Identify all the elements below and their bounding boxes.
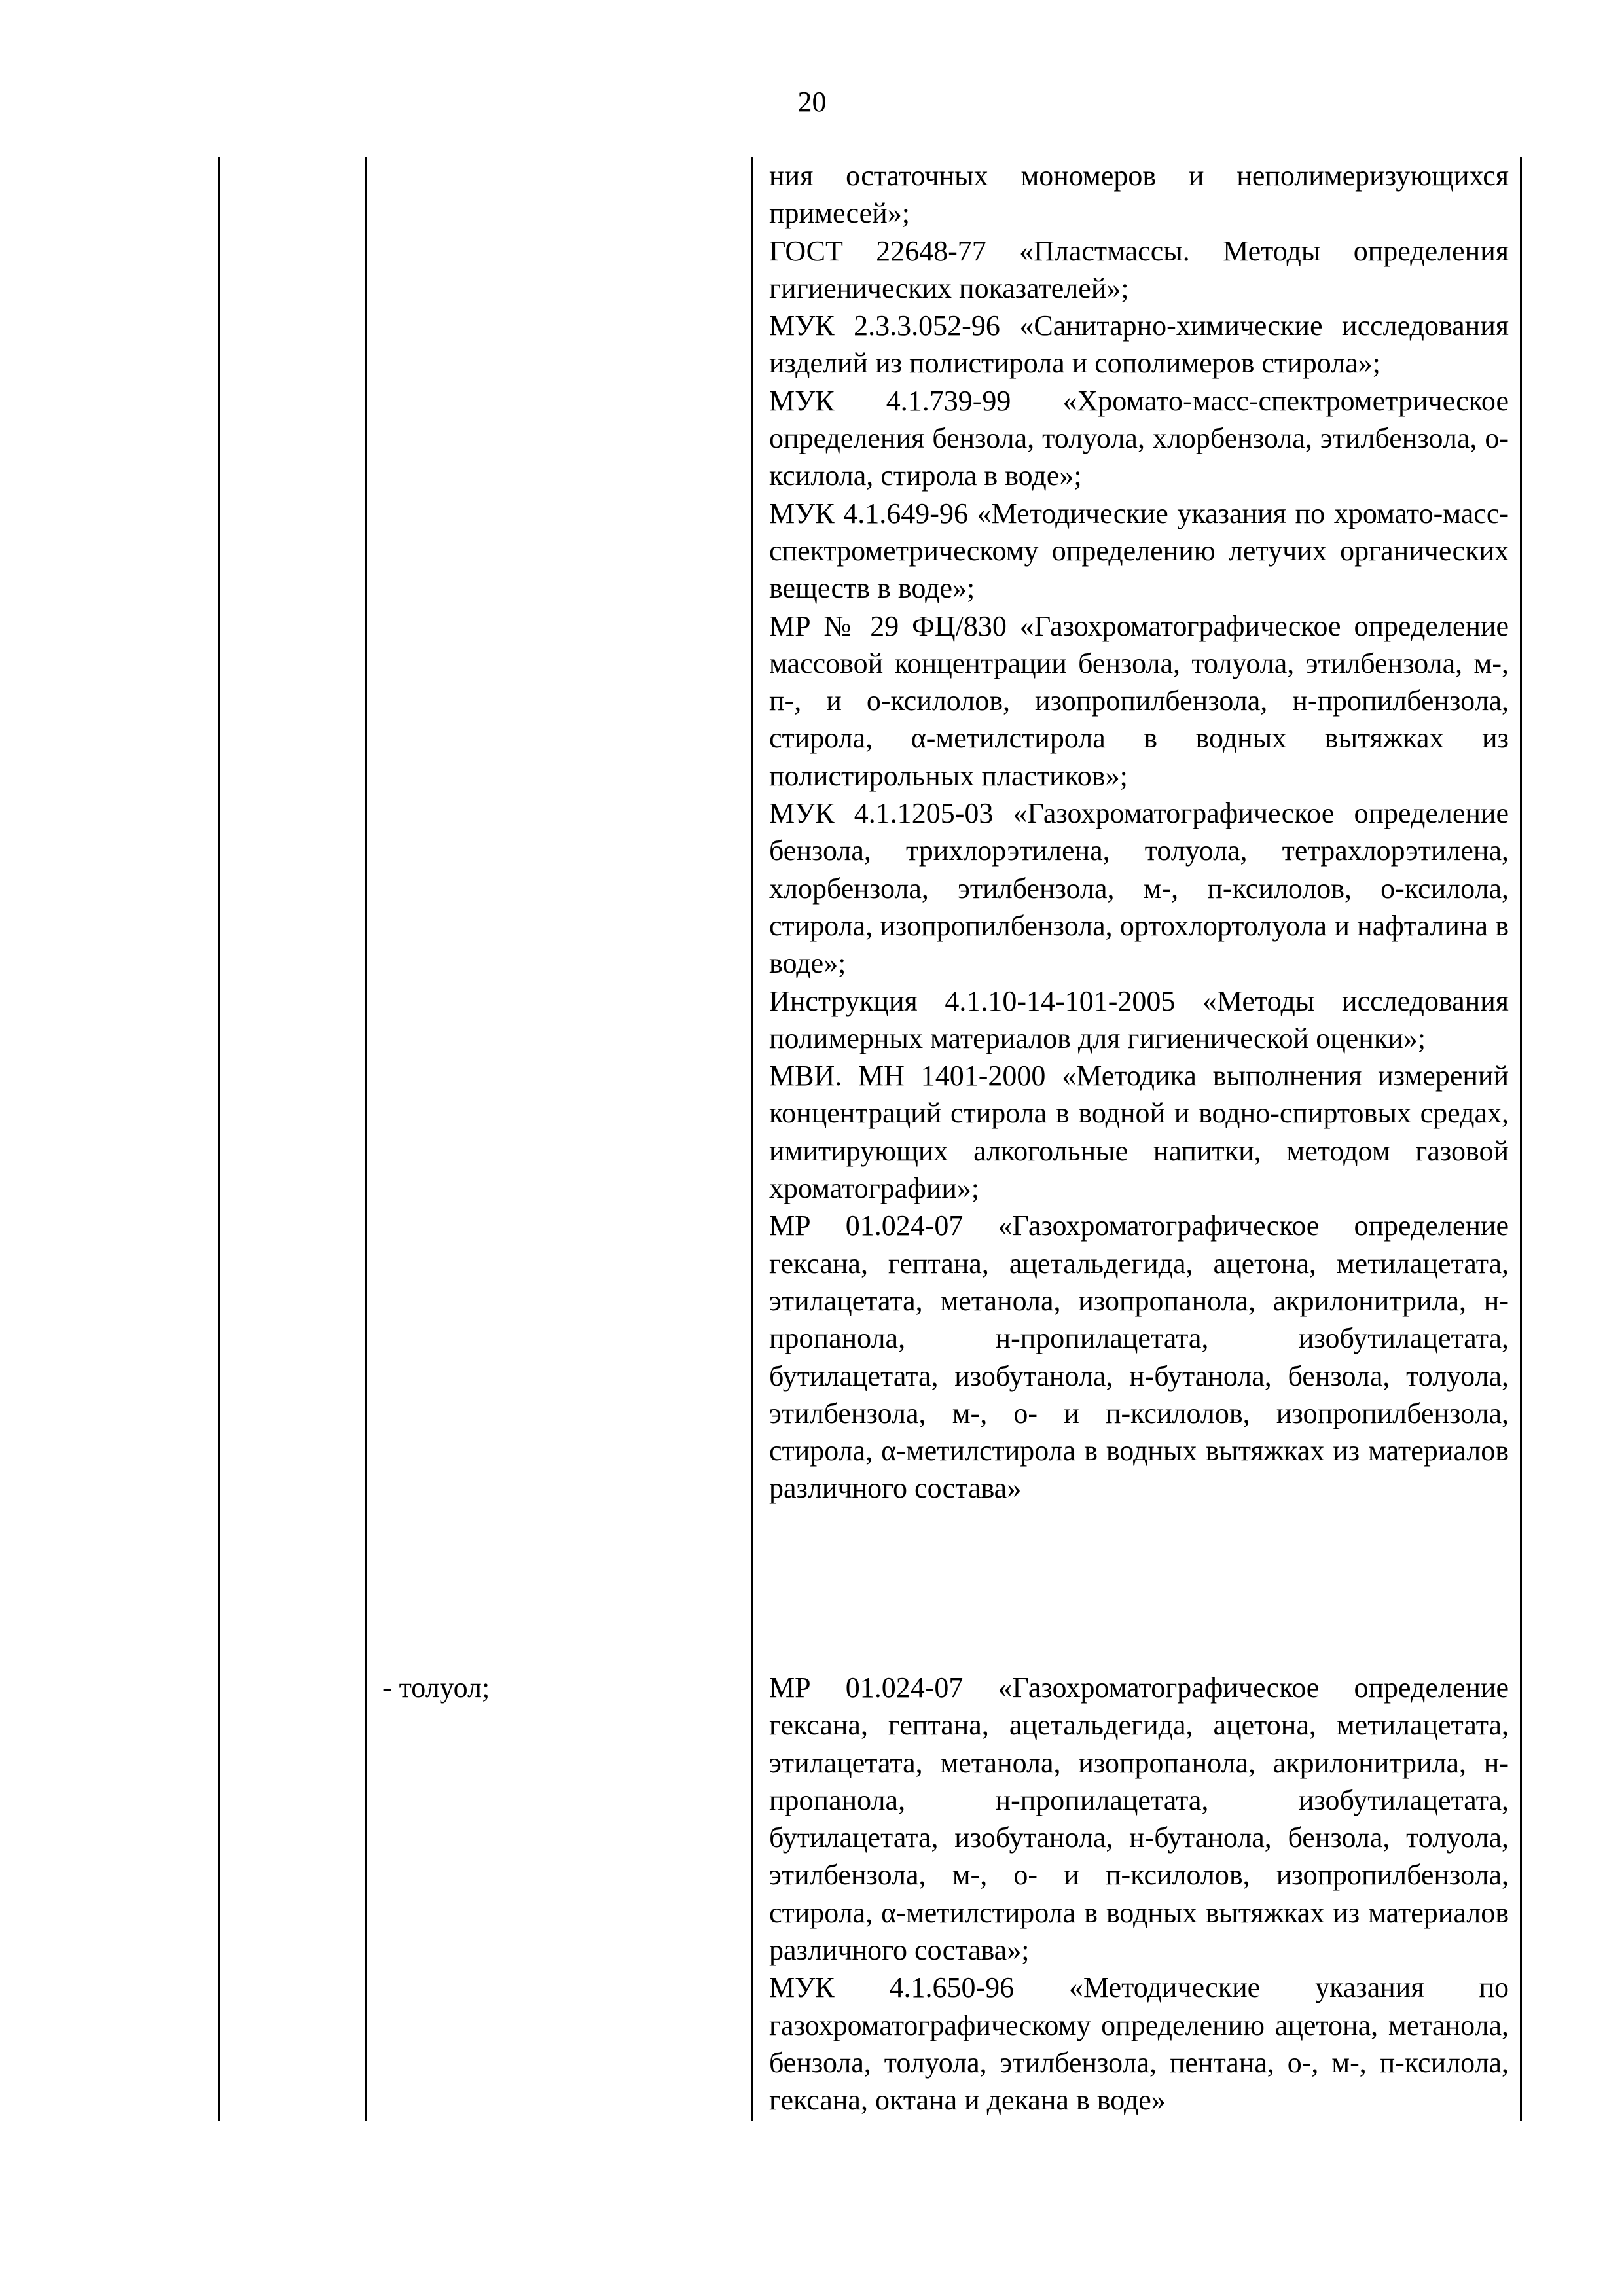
table-border-right [1520,157,1522,2121]
method-entry: МУК 4.1.739-99 «Хромато-масс-спектрометрическое определения бензола, толуола, хлорбензола, этилбензола, о-ксилола, стирола в воде»; [769,384,1509,492]
method-entry: Инструкция 4.1.10-14-101-2005 «Методы исследования полимерных материалов для гигиенической оценки»; [769,984,1509,1054]
method-entry: МУК 4.1.649-96 «Методические указания по хромато-масс-спектрометрическому определению летучих органических веществ в воде»; [769,497,1509,605]
method-entry: ГОСТ 22648-77 «Пластмассы. Методы определения гигиенических показателей»; [769,234,1509,304]
table-column-divider-1 [365,157,367,2121]
method-entry: МР 01.024-07 «Газохроматографическое определение гексана, гептана, ацетальдегида, ацетона, метилацетата, этилацетата, метанола, изопропанола, акрилонитрила, н-пропанола, н-пропилацетата, изобутилацетата, бутилацетата, изобутанола, н-бутанола, бензола, толуола, этилбензола, м-, о- и п-ксилолов, изопропилбензола, стирола, α-метилстирола в водных вытяжках из материалов различного состава»; [769,1672,1509,1967]
substance-cell: - толуол; [382,1672,490,1704]
method-entry: МУК 2.3.3.052-96 «Санитарно-химические исследования изделий из полистирола и сополимеров стирола»; [769,310,1509,380]
methods-cell-toluene [769,1669,1509,2119]
table-column-divider-2 [751,157,753,2121]
method-entry: МУК 4.1.650-96 «Методические указания по газохроматографическому определению ацетона, метанола, бензола, толуола, этилбензола, пентана, о-, м-, п-ксилола, гексана, октана и декана в воде» [769,1971,1509,2117]
page-number: 20 [797,86,827,118]
table-border-left [218,157,220,2121]
method-entry: МР 01.024-07 «Газохроматографическое определение гексана, гептана, ацетальдегида, ацетона, метилацетата, этилацетата, метанола, изопропанола, акрилонитрила, н-пропанола, н-пропилацетата, изобутилацетата, бутилацетата, изобутанола, н-бутанола, бензола, толуола, этилбензола, м-, о- и п-ксилолов, изопропилбензола, стирола, α-метилстирола в водных вытяжках из материалов различного состава» [769,1210,1509,1505]
methods-cell-top [769,157,1509,1507]
method-entry: МР № 29 ФЦ/830 «Газохроматографическое определение массовой концентрации бензола, толуола, этилбензола, м-, п-, и о-ксилолов, изопропилбензола, н-пропилбензола, стирола, α-метилстирола в водных вытяжках из полистирольных пластиков»; [769,609,1509,792]
method-entry: МВИ. МН 1401-2000 «Методика выполнения измерений концентраций стирола в водной и водно-спиртовых средах, имитирующих алкогольные напитки, методом газовой хроматографии»; [769,1060,1509,1205]
method-entry: МУК 4.1.1205-03 «Газохроматографическое определение бензола, трихлорэтилена, толуола, тетрахлорэтилена, хлорбензола, этилбензола, м-, п-ксилолов, о-ксилола, стирола, изопропилбензола, ортохлортолуола и нафталина в воде»; [769,797,1509,980]
method-entry: ния остаточных мономеров и неполимеризующихся примесей»; [769,160,1509,230]
